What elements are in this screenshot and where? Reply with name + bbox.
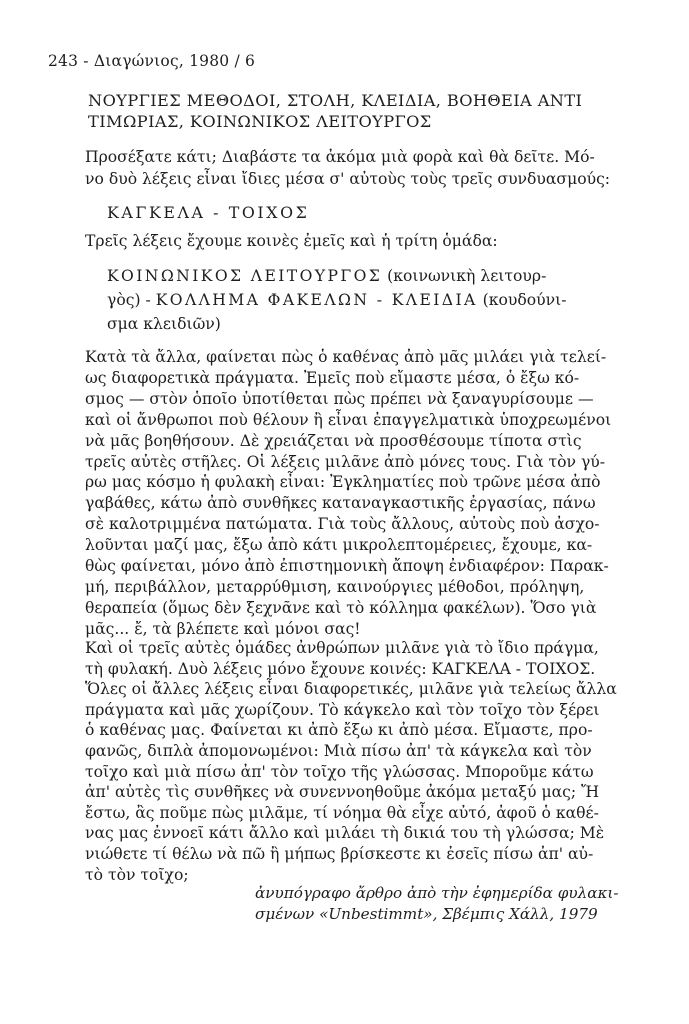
gloss: (κουδούνι-	[477, 291, 567, 309]
text-line: Κατὰ τὰ ἄλλα, φαίνεται πὼς ὁ καθένας ἀπὸ μᾶς μιλάει γιὰ τελεί-	[85, 348, 607, 366]
caps-phrase: ΚΟΛΛΗΜΑ ΦΑΚΕΛΩΝ - ΚΛΕΙΔΙΑ	[155, 291, 478, 309]
gloss: (κοινωνικὴ λειτουρ-	[382, 267, 547, 285]
body-paragraph-two	[85, 638, 617, 885]
common-words-line	[85, 230, 605, 252]
text-line: σμα κλειδιῶν)	[107, 315, 221, 333]
text-line: θεραπεία (ὅμως δὲν ξεχνᾶνε καὶ τὸ κόλλημα φακέλων). Ὅσο γιὰ	[85, 598, 597, 617]
title-line: ΝΟΥΡΓΙΕΣ ΜΕΘΟΔΟΙ, ΣΤΟΛΗ, ΚΛΕΙΔΙΑ, ΒΟΗΘΕΙΑ ΑΝΤΙ	[88, 91, 583, 110]
body-paragraph-one	[85, 347, 612, 640]
intro-paragraph	[85, 146, 611, 191]
text-line: σὲ καλοτριμμένα πατώματα. Γιὰ τοὺς ἄλλους, αὐτοὺς ποὺ ἀσχο-	[85, 515, 600, 534]
text-line: γαβάθες, κάτω ἀπὸ συνθῆκες καταναγκαστικῆς ἐργασίας, πάνω	[85, 494, 596, 513]
title-line: ΤΙΜΩΡΙΑΣ, ΚΟΙΝΩΝΙΚΟΣ ΛΕΙΤΟΥΡΓΟΣ	[88, 112, 432, 131]
article-title	[88, 90, 648, 132]
text-line: τρεῖς αὐτὲς στῆλες. Οἱ λέξεις μιλᾶνε ἀπὸ μόνες τους. Γιὰ τὸν γύ-	[85, 452, 606, 471]
text-line: σμος — στὸν ὁποῖο ὑποτίθεται πὼς πρέπει νὰ ξαναγυρίσουμε —	[85, 389, 594, 408]
text-line: νιώθετε τί θέλω νὰ πῶ ἢ μήπως βρίσκεστε κι ἐσεῖς πίσω ἀπ' αὐ-	[85, 844, 594, 863]
text-line: τὸ τὸν τοῖχο;	[85, 865, 189, 884]
text-line: φανῶς, διπλὰ ἀπομονωμένοι: Μιὰ πίσω ἀπ' τὰ κάγκελα καὶ τὸν	[85, 741, 592, 760]
text-line: ἀπ' αὐτὲς τὶς συνθῆκες νὰ συνεννοηθοῦμε ἀκόμα μεταξύ μας; Ἤ	[85, 783, 600, 802]
text-line: Ὅλες οἱ ἄλλες λέξεις εἶναι διαφορετικές, μιλᾶνε γιὰ τελείως ἄλλα	[85, 680, 617, 699]
text-line	[107, 264, 607, 288]
note-line: σμένων «Unbestimmt», Σβέμπις Χάλλ, 1979	[255, 905, 598, 923]
text-line: λοῦνται μαζί μας, ἔξω ἀπὸ κάτι μικρολεπτομέρειες, ἔχουμε, κα-	[85, 536, 593, 555]
text-line: νας μας ἐννοεῖ κάτι ἄλλο καὶ μιλάει τὴ δικιά του τὴ γλώσσα; Μὲ	[85, 824, 605, 843]
text-line: νο δυὸ λέξεις εἶναι ἴδιες μέσα σ' αὐτοὺς τοὺς τρεῖς συνδυασμούς:	[85, 170, 611, 189]
text-line: νὰ μᾶς βοηθήσουν. Δὲ χρειάζεται νὰ προσθέσουμε τίποτα στὶς	[85, 431, 582, 450]
note-line: ἀνυπόγραφο ἄρθρο ἀπὸ τὴν ἐφημερίδα φυλακι-	[255, 884, 619, 902]
text-line: ρω μας κόσμο ἡ φυλακὴ εἶναι: Ἐγκληματίες ποὺ τρῶνε μέσα ἀπὸ	[85, 473, 601, 492]
text-line: μή, περιβάλλον, μεταρρύθμιση, καινούργιες μέθοδοι, πρόληψη,	[85, 577, 585, 596]
text-line: πράγματα καὶ μᾶς χωρίζουν. Τὸ κάγκελο καὶ τὸν τοῖχο τὸν ξέρει	[85, 700, 600, 719]
combination-three	[107, 264, 607, 336]
caps-phrase: ΚΟΙΝΩΝΙΚΟΣ ΛΕΙΤΟΥΡΓΟΣ	[107, 267, 383, 285]
text-line	[107, 288, 607, 312]
text-line: ὁ καθένας μας. Φαίνεται κι ἀπὸ ἔξω κι ἀπὸ μέσα. Εἴμαστε, προ-	[85, 721, 593, 740]
combination-one: ΚΑΓΚΕΛΑ - ΤΟΙΧΟΣ	[107, 203, 310, 222]
text-line: Καὶ οἱ τρεῖς αὐτὲς ὁμάδες ἀνθρώπων μιλᾶνε γιὰ τὸ ἴδιο πράγμα,	[85, 639, 599, 657]
text-line: Προσέξατε κάτι; Διαβάστε τα ἀκόμα μιὰ φορὰ καὶ θὰ δεῖτε. Μό-	[85, 148, 595, 166]
text-line: ως διαφορετικὰ πράγματα. Ἐμεῖς ποὺ εἴμαστε μέσα, ὁ ἔξω κό-	[85, 368, 580, 387]
gloss: γὸς) -	[107, 291, 156, 309]
text-line: ἔστω, ἂς ποῦμε πὼς μιλᾶμε, τί νόημα θὰ εἶχε αὐτό, ἀφοῦ ὁ καθέ-	[85, 803, 599, 822]
text-line: τὴ φυλακή. Δυὸ λέξεις μόνο ἔχουνε κοινές: ΚΑΓΚΕΛΑ - ΤΟΙΧΟΣ.	[85, 659, 596, 678]
text-line: Τρεῖς λέξεις ἔχουμε κοινὲς ἐμεῖς καὶ ἡ τρίτη ὁμάδα:	[85, 232, 498, 250]
running-head: 243 - Διαγώνιος, 1980 / 6	[48, 52, 256, 70]
text-line: τοῖχο καὶ μιὰ πίσω ἀπ' τὸν τοῖχο τῆς γλώσσας. Μποροῦμε κάτω	[85, 762, 594, 781]
text-line: μᾶς... ἔ, τὰ βλέπετε καὶ μόνοι σας!	[85, 619, 361, 638]
text-line: καὶ οἱ ἄνθρωποι ποὺ θέλουν ἢ εἶναι ἐπαγγελματικὰ ὑποχρεωμένοι	[85, 410, 612, 429]
text-line: θὼς φαίνεται, μόνο ἀπὸ ἐπιστημονικὴ ἄποψη ἐνδιαφέρον: Παρακ-	[85, 557, 609, 576]
source-note	[255, 883, 619, 925]
